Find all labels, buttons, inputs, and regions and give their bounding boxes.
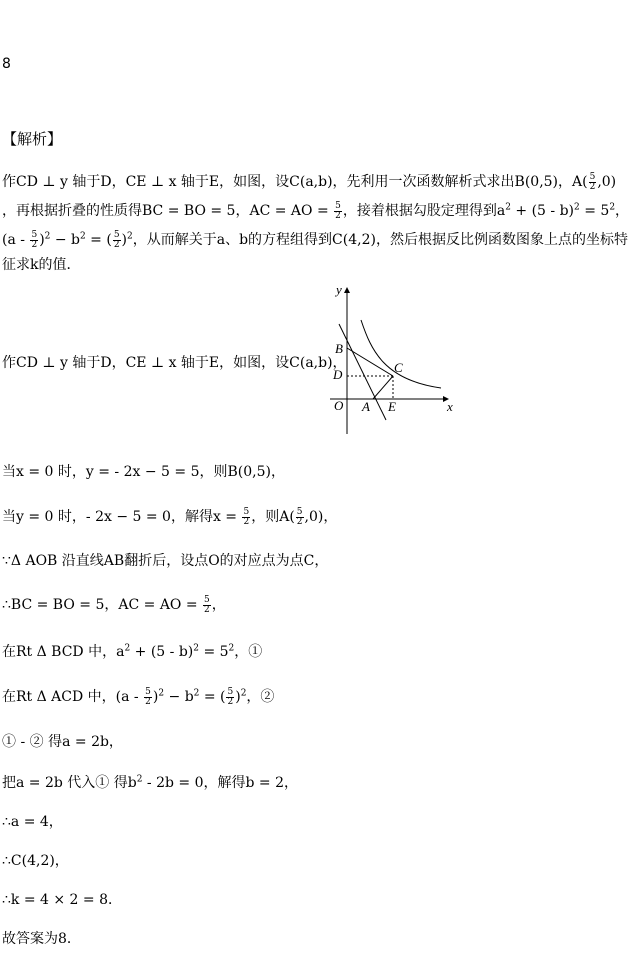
step-2: 当y = 0 时，- 2x − 5 = 0，解得x = $\frac{5}{2}$ ，则A( $\frac{5}{2}$ ,0)， <box>2 506 338 527</box>
label-x: x <box>447 399 453 414</box>
summary-line-4: 征求k的值． <box>2 257 81 273</box>
analysis-heading: 【解析】 <box>2 130 63 148</box>
step-7: ① - ② 得a = 2b， <box>2 734 123 750</box>
step-5: 在Rt Δ BCD 中，$a^2 + (5 - b)^2 = 5^2$，① <box>2 643 263 660</box>
final-answer: 故答案为8． <box>2 931 81 947</box>
step-10: ∴C(4,2)， <box>2 853 69 869</box>
fraction: $\frac{5}{2}$ <box>335 200 341 221</box>
summary-line-3: (a - $\frac{5}{2}$ )$^2 - b^2$ = ( $\frac{5}{2}$ )$^2$，从而解关于a、b的方程组得到C(4,2)，然后根据反比例函数图象上点的坐标特 <box>2 229 628 250</box>
fraction: $\frac{5}{2}$ <box>589 171 596 192</box>
segment-ac <box>373 376 393 399</box>
label-o: O <box>334 398 344 413</box>
fraction: $\frac{5}{2}$ <box>204 594 210 615</box>
fraction: $\frac{5}{2}$ <box>113 229 120 250</box>
step-6: 在Rt Δ ACD 中，(a - $\frac{5}{2}$ )$^2 - b^2$ = ( $\frac{5}{2}$ )$^2$，② <box>2 686 275 707</box>
fraction: $\frac{5}{2}$ <box>243 506 250 527</box>
label-e: E <box>388 399 396 414</box>
label-b: B <box>335 341 343 356</box>
fraction: $\frac{5}{2}$ <box>227 686 234 707</box>
step-4: ∴BC = BO = 5，AC = AO = $\frac{5}{2}$ ， <box>2 594 226 615</box>
step-3: ∵Δ AOB 沿直线AB翻折后，设点O的对应点为点C， <box>2 553 329 569</box>
segment-bc <box>347 348 393 376</box>
fraction: $\frac{5}{2}$ <box>31 229 38 250</box>
step-8: 把a = 2b 代入① 得$b^2 - 2b = 0$，解得b = 2， <box>2 774 298 791</box>
step-9: ∴a = 4， <box>2 814 63 830</box>
summary-line-2: ，再根据折叠的性质得BC = BO = 5，AC = AO = $\frac{5}{2}$ ，接着根据勾股定理得到$a^2 + (5 - b)^2 = 5^2$， <box>2 200 630 221</box>
label-a: A <box>362 399 370 414</box>
step-1: 当x = 0 时，y = - 2x − 5 = 5，则B(0,5)， <box>2 464 285 480</box>
answer-value: 8 <box>2 56 11 72</box>
summary-line-1: 作CD ⊥ y 轴于D，CE ⊥ x 轴于E，如图，设C(a,b)，先利用一次函数解析式求出B(0,5)，A( $\frac{5}{2}$ ,0) <box>2 171 617 192</box>
label-d: D <box>333 367 343 382</box>
step-11: ∴k = 4 × 2 = 8． <box>2 892 123 908</box>
label-c: C <box>394 360 403 375</box>
fraction: $\frac{5}{2}$ <box>296 506 303 527</box>
intro-line: 作CD ⊥ y 轴于D，CE ⊥ x 轴于E，如图，设C(a,b)， <box>2 355 347 371</box>
fraction: $\frac{5}{2}$ <box>145 686 151 707</box>
geometry-figure <box>326 282 466 440</box>
hyperbola-curve <box>361 320 441 388</box>
label-y: y <box>336 282 342 297</box>
